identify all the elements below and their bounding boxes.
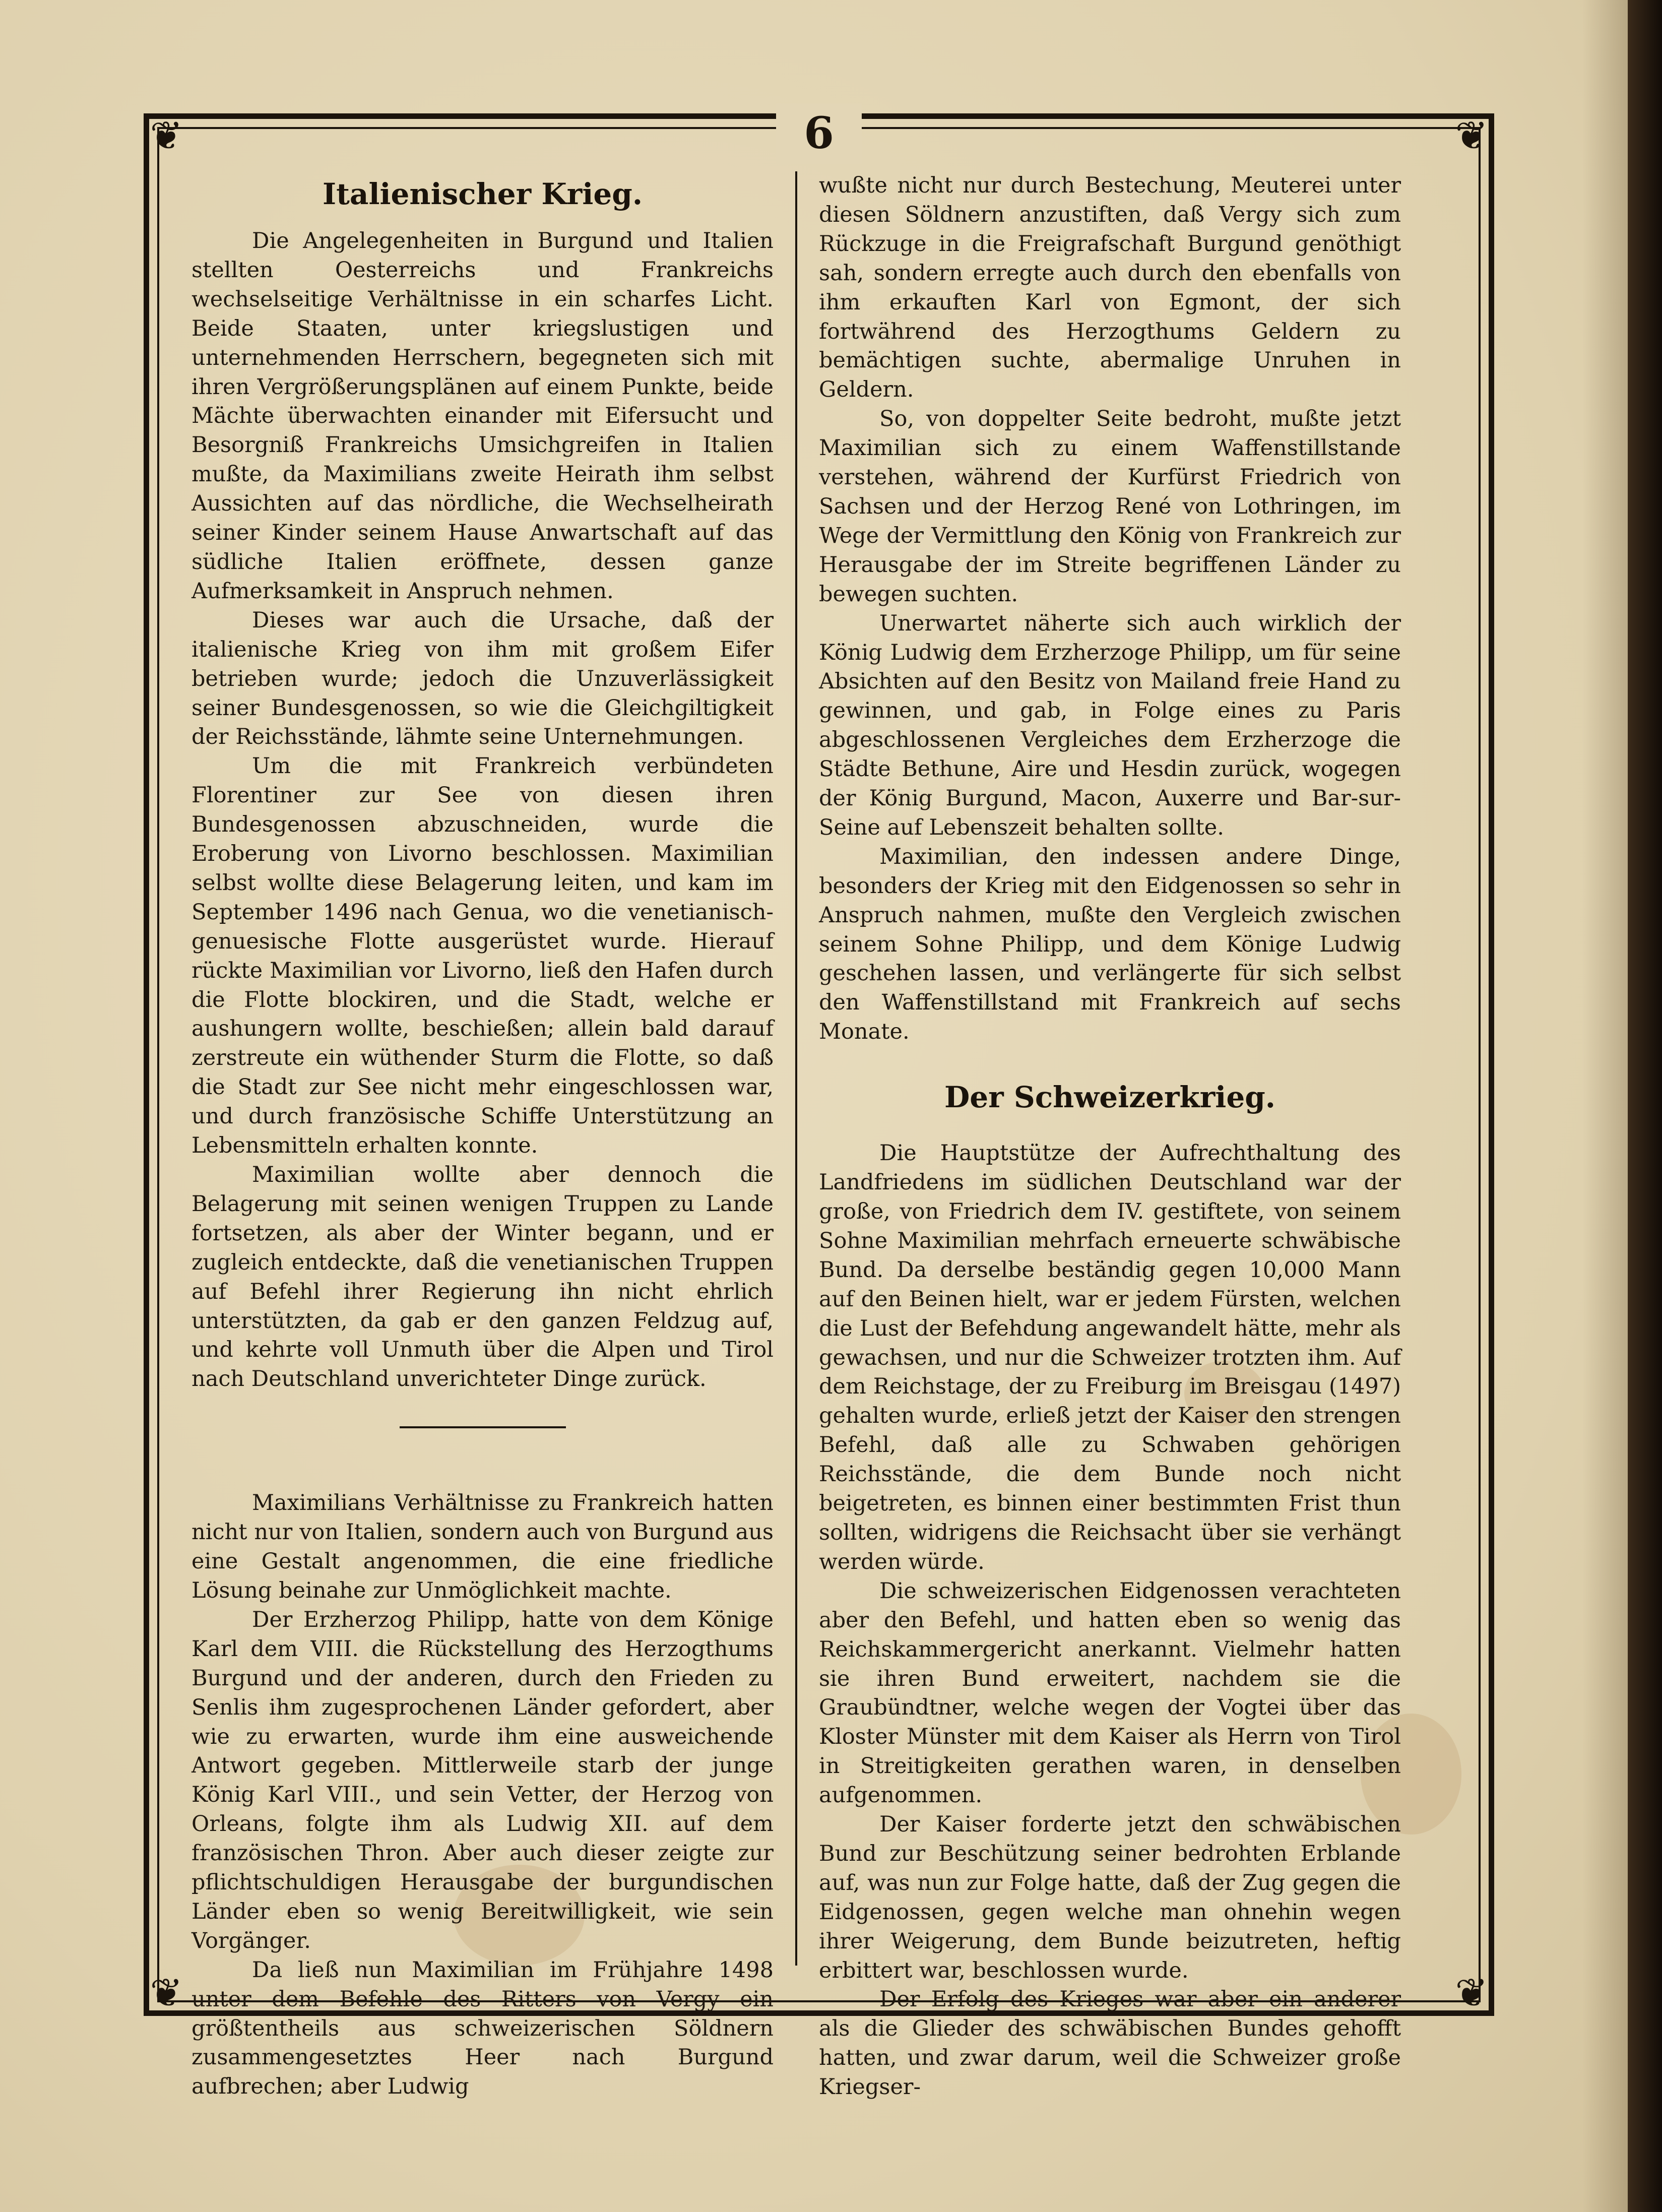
paragraph: Die schweizerischen Eidgenossen verachteten aber den Befehl, und hatten eben so wenig das Reichskammergericht anerkannt. Vielmehr hatten sie ihren Bund erweitert, nachdem sie die Graubündtner, welche wegen der Vogtei über das Kloster Münster mit dem Kaiser als Herrn von Tirol in Streitigkeiten gerathen waren, in denselben aufgenommen. xyxy=(819,1578,1401,1808)
section-heading-italian-war: Italienischer Krieg. xyxy=(322,177,643,211)
paragraph: Die Hauptstütze der Aufrechthaltung des Landfriedens im südlichen Deutschland war der große, von Friedrich dem IV. gestiftete, von seinem Sohne Maximilian mehrfach erneuerte schwäbische Bund. Da derselbe beständig gegen 10,000 Mann auf den Beinen hielt, war er jedem Fürsten, welchen die Lust der Befehdung angewandelt hätte, mehr als gewachsen, und nur die Schweizer trotzten ihm. Auf dem Reichstage, der zu Freiburg im Breisgau (1497) gehalten wurde, erließ jetzt der Kaiser den strengen Befehl, daß alle zu Schwaben gehörigen Reichsstände, die dem Bunde noch nicht beigetreten, es binnen einer bestimmten Frist thun sollten, widrigens die Reichsacht über sie verhängt werden würde. xyxy=(819,1141,1401,1574)
column-divider-rule xyxy=(795,171,797,1966)
page-edge-shadow xyxy=(1582,0,1628,2212)
flourish-ornament-icon: ❦ xyxy=(150,1971,183,2016)
paragraph: Der Erfolg des Krieges war aber ein anderer als die Glieder des schwäbischen Bundes gehofft hatten, und zwar darum, weil die Schweizer große Kriegser- xyxy=(819,1987,1401,2100)
paragraph: Die Angelegenheiten in Burgund und Italien stellten Oesterreichs und Frankreichs wechselseitige Verhältnisse in ein scharfes Licht. Beide Staaten, unter kriegslustigen und unternehmenden Herrschern, begegneten sich mit ihren Vergrößerungsplänen auf einem Punkte, beide Mächte überwachten einander mit Eifersucht und Besorgniß Frankreichs Umsichgreifen in Italien mußte, da Maximilians zweite Heirath ihm selbst Aussichten auf das nördliche, die Wechselheirath seiner Kinder seinem Hause Anwartschaft auf das südliche Italien eröffnete, dessen ganze Aufmerksamkeit in Anspruch nehmen. xyxy=(191,228,774,604)
page-number: 6 xyxy=(776,103,862,164)
section-divider-rule xyxy=(400,1426,566,1428)
paragraph: Der Kaiser forderte jetzt den schwäbischen Bund zur Beschützung seiner bedrohten Erblande auf, was nun zur Folge hatte, daß der Zug gegen die Eidgenossen, gegen welche man ohnehin wegen ihrer Weigerung, dem Bunde beizutreten, heftig erbittert war, beschlossen wurde. xyxy=(819,1812,1401,1983)
right-column xyxy=(819,171,1401,2102)
left-column xyxy=(191,171,774,2102)
paragraph: wußte nicht nur durch Bestechung, Meuterei unter diesen Söldnern anzustiften, daß Vergy sich zum Rückzuge in die Freigrafschaft Burgund genöthigt sah, sondern erregte auch durch den ebenfalls von ihm erkauften Karl von Egmont, der sich fortwährend des Herzogthums Geldern zu bemächtigen suchte, abermalige Unruhen in Geldern. xyxy=(819,173,1401,403)
paragraph: Maximilian wollte aber dennoch die Belagerung mit seinen wenigen Truppen zu Lande fortsetzen, als aber der Winter begann, und er zugleich entdeckte, daß die venetianischen Truppen auf Befehl ihrer Regierung ihn nicht ehrlich unterstützten, da gab er den ganzen Feldzug auf, und kehrte voll Unmuth über die Alpen und Tirol nach Deutschland unverichteter Dinge zurück. xyxy=(191,1162,774,1392)
paragraph: Um die mit Frankreich verbündeten Florentiner zur See von diesen ihren Bundesgenossen abzuschneiden, wurde die Eroberung von Livorno beschlossen. Maximilian selbst wollte diese Belagerung leiten, und kam im September 1496 nach Genua, wo die venetianisch-genuesische Flotte ausgerüstet wurde. Hierauf rückte Maximilian vor Livorno, ließ den Hafen durch die Flotte blockiren, und die Stadt, welche er aushungern wollte, beschießen; allein bald darauf zerstreute ein wüthender Sturm die Flotte, so daß die Stadt zur See nicht mehr eingeschlossen war, und durch französische Schiffe Unterstützung an Lebensmitteln erhalten konnte. xyxy=(191,753,774,1159)
paragraph: Dieses war auch die Ursache, daß der italienische Krieg von ihm mit großem Eifer betrieben wurde; jedoch die Unzuverlässigkeit seiner Bundesgenossen, so wie die Gleichgiltigkeit der Reichsstände, lähmte seine Unternehmungen. xyxy=(191,607,774,750)
paragraph: Maximilian, den indessen andere Dinge, besonders der Krieg mit den Eidgenossen so sehr in Anspruch nahmen, mußte den Vergleich zwischen seinem Sohne Philipp, und dem Könige Ludwig geschehen lassen, und verlängerte für sich selbst den Waffenstillstand mit Frankreich auf sechs Monate. xyxy=(819,844,1401,1045)
paragraph: Da ließ nun Maximilian im Frühjahre 1498 unter dem Befehle des Ritters von Vergy ein größtentheils aus schweizerischen Söldnern zusammengesetztes Heer nach Burgund aufbrechen; aber Ludwig xyxy=(191,1957,774,2100)
flourish-ornament-icon: ❦ xyxy=(1455,1971,1488,2016)
paragraph: Der Erzherzog Philipp, hatte von dem Könige Karl dem VIII. die Rückstellung des Herzogthums Burgund und der anderen, durch den Frieden zu Senlis ihm zugesprochenen Länder gefordert, aber wie zu erwarten, wurde ihm eine ausweichende Antwort gegeben. Mittlerweile starb der junge König Karl VIII., und sein Vetter, der Herzog von Orleans, folgte ihm als Ludwig XII. auf dem französischen Thron. Aber auch dieser zeigte zur pflichtschuldigen Herausgabe der burgundischen Länder eben so wenig Bereitwilligkeit, wie sein Vorgänger. xyxy=(191,1607,774,1953)
flourish-ornament-icon: ❦ xyxy=(150,113,183,159)
paragraph: Maximilians Verhältnisse zu Frankreich hatten nicht nur von Italien, sondern auch von Burgund aus eine Gestalt angenommen, die eine friedliche Lösung beinahe zur Unmöglichkeit machte. xyxy=(191,1490,774,1603)
book-spine-edge xyxy=(1628,0,1662,2212)
paragraph: Unerwartet näherte sich auch wirklich der König Ludwig dem Erzherzoge Philipp, um für seine Absichten auf den Besitz von Mailand freie Hand zu gewinnen, und gab, in Folge eines zu Paris abgeschlossenen Vergleiches dem Erzherzoge die Städte Bethune, Aire und Hesdin zurück, wogegen der König Burgund, Macon, Auxerre und Bar-sur-Seine auf Lebenszeit behalten sollte. xyxy=(819,610,1401,840)
section-heading-swiss-war: Der Schweizerkrieg. xyxy=(944,1080,1275,1115)
paragraph: So, von doppelter Seite bedroht, mußte jetzt Maximilian sich zu einem Waffenstillstande verstehen, während der Kurfürst Friedrich von Sachsen und der Herzog René von Lothringen, im Wege der Vermittlung den König von Frankreich zur Herausgabe der im Streite begriffenen Länder zu bewegen suchten. xyxy=(819,406,1401,607)
flourish-ornament-icon: ❦ xyxy=(1455,113,1488,159)
